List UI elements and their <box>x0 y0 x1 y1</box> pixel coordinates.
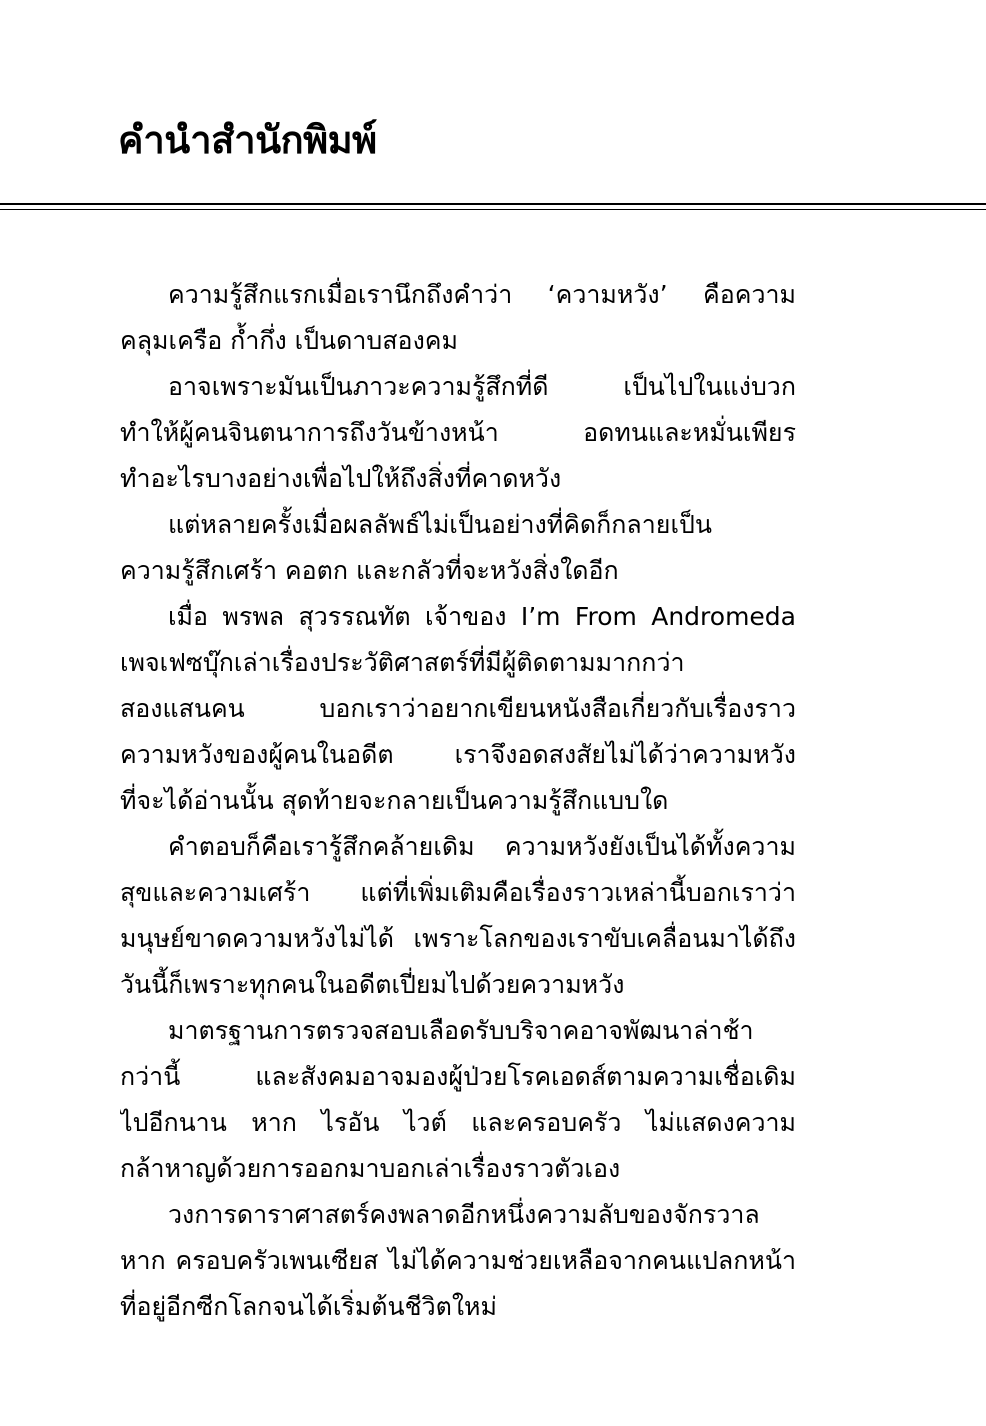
paragraph-4-line-5: ที่จะได้อ่านนั้น สุดท้ายจะกลายเป็นความรู้สึกแบบใด <box>120 786 669 815</box>
paragraph-2-line-1: อาจเพราะมันเป็นภาวะความรู้สึกที่ดี เป็นไปในแง่บวก <box>168 372 796 401</box>
paragraph-7-line-3: ที่อยู่อีกซีกโลกจนได้เริ่มต้นชีวิตใหม่ <box>120 1292 498 1321</box>
paragraph-4-line-3: สองแสนคน บอกเราว่าอยากเขียนหนังสือเกี่ยวกับเรื่องราว <box>120 694 796 723</box>
header-divider-thin <box>0 209 986 210</box>
paragraph-6-line-4: กล้าหาญด้วยการออกมาบอกเล่าเรื่องราวตัวเอง <box>120 1154 621 1183</box>
paragraph-5-line-2: สุขและความเศร้า แต่ที่เพิ่มเติมคือเรื่องราวเหล่านี้บอกเราว่า <box>120 878 796 907</box>
paragraph-6-line-1: มาตรฐานการตรวจสอบเลือดรับบริจาคอาจพัฒนาล่าช้า <box>168 1016 754 1045</box>
paragraph-3-line-2: ความรู้สึกเศร้า คอตก และกลัวที่จะหวังสิ่งใดอีก <box>120 556 619 585</box>
page-title: คำนำสำนักพิมพ์ <box>118 118 377 162</box>
paragraph-5-line-3: มนุษย์ขาดความหวังไม่ได้ เพราะโลกของเราขับเคลื่อนมาได้ถึง <box>120 924 796 953</box>
paragraph-2-line-3: ทำอะไรบางอย่างเพื่อไปให้ถึงสิ่งที่คาดหวัง <box>120 464 562 493</box>
paragraph-3-line-1: แต่หลายครั้งเมื่อผลลัพธ์ไม่เป็นอย่างที่คิดก็กลายเป็น <box>168 510 712 539</box>
paragraph-2-line-2: ทำให้ผู้คนจินตนาการถึงวันข้างหน้า อดทนและหมั่นเพียร <box>120 418 796 447</box>
paragraph-7-line-1: วงการดาราศาสตร์คงพลาดอีกหนึ่งความลับของจักรวาล <box>168 1200 760 1229</box>
paragraph-7-line-2: หาก ครอบครัวเพนเซียส ไม่ได้ความช่วยเหลือจากคนแปลกหน้า <box>120 1246 796 1275</box>
body-text <box>120 272 796 1330</box>
paragraph-4-line-1: เมื่อ พรพล สุวรรณทัต เจ้าของ I’m From Andromeda <box>168 602 796 631</box>
paragraph-4-line-4: ความหวังของผู้คนในอดีต เราจึงอดสงสัยไม่ได้ว่าความหวัง <box>120 740 796 769</box>
paragraph-6-line-2: กว่านี้ และสังคมอาจมองผู้ป่วยโรคเอดส์ตามความเชื่อเดิม <box>120 1062 796 1091</box>
paragraph-5-line-4: วันนี้ก็เพราะทุกคนในอดีตเปี่ยมไปด้วยความหวัง <box>120 970 625 999</box>
paragraph-1-line-2: คลุมเครือ ก้ำกึ่ง เป็นดาบสองคม <box>120 326 458 355</box>
header-divider-thick <box>0 203 986 205</box>
paragraph-4-line-2: เพจเฟซบุ๊กเล่าเรื่องประวัติศาสตร์ที่มีผู้ติดตามมากกว่า <box>120 648 685 677</box>
paragraph-1-line-1: ความรู้สึกแรกเมื่อเรานึกถึงคำว่า ‘ความหวัง’ คือความ <box>168 280 796 309</box>
paragraph-6-line-3: ไปอีกนาน หาก ไรอัน ไวต์ และครอบครัว ไม่แสดงความ <box>120 1108 796 1137</box>
paragraph-5-line-1: คำตอบก็คือเรารู้สึกคล้ายเดิม ความหวังยังเป็นได้ทั้งความ <box>168 832 796 861</box>
